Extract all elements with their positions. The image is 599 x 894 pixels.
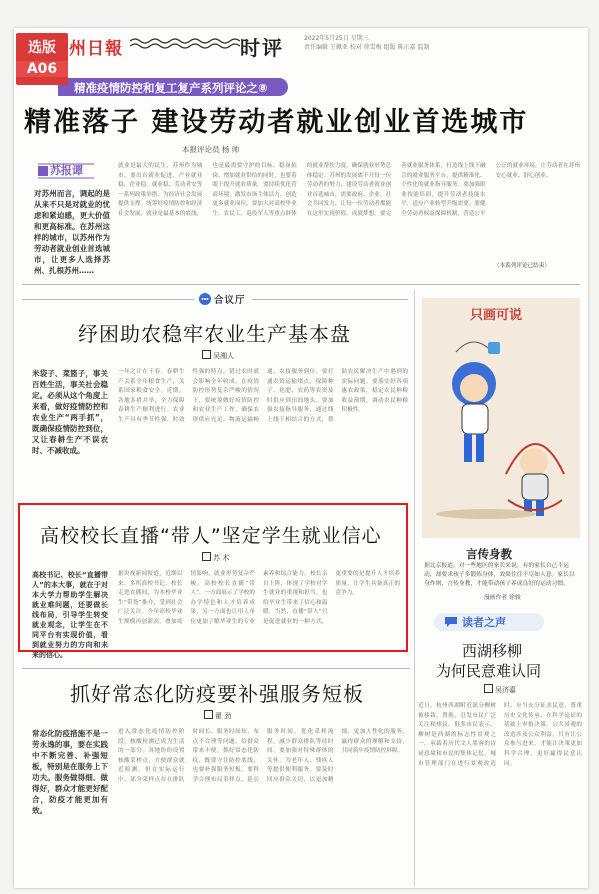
divider-top-section bbox=[22, 284, 580, 285]
cartoon-caption: 据北京报道，对一些地区的家长来说，有的家长自己不运动，却要求孩子多锻炼身体，效果往往不尽如人意。家长以身作则、言传身教，才能带动孩子养成良好的运动习惯。 bbox=[424, 563, 575, 587]
chat-bubble-icon bbox=[198, 292, 212, 306]
reader-voice-title-line1: 西湖移柳 bbox=[462, 642, 523, 660]
series-label: 精准疫情防控和复工复产系列评论之⑧ bbox=[74, 81, 268, 95]
article1-title: 纾困助农稳牢农业生产基本盘 bbox=[78, 322, 351, 346]
article2-author-name: 苏 木 bbox=[213, 554, 230, 562]
main-signoff: （本系列评论已结束） bbox=[494, 263, 550, 269]
speech-icon bbox=[444, 616, 458, 628]
divider-left bbox=[22, 299, 194, 300]
cartoon-label: 只画可说 bbox=[470, 308, 523, 323]
author-box-icon bbox=[204, 710, 213, 719]
article1-author-name: 吴湘人 bbox=[213, 352, 234, 360]
sidebar-summary: 对苏州而言，调起的是从来不只是对就业的忧虑和紧迫感，更大价值和更高标准。在苏州这样的城市，以苏州作为劳动者就业创业首选城市，让更多人选择苏州、扎根苏州…… bbox=[34, 189, 110, 275]
divider-article3 bbox=[22, 668, 410, 669]
wave-decoration bbox=[130, 37, 240, 49]
reader-voice-author bbox=[484, 684, 516, 695]
article1-author bbox=[202, 350, 234, 361]
author-box-icon bbox=[202, 350, 211, 359]
column-name: 时评 bbox=[240, 36, 284, 60]
author-box-icon bbox=[202, 552, 211, 561]
page-date: 2022年5月25日 星期三 bbox=[304, 35, 369, 42]
article2-author bbox=[202, 552, 229, 563]
column-divider bbox=[414, 290, 415, 886]
divider-right bbox=[252, 299, 408, 300]
main-body: 就业是最大的民生，苏州作为城市，要出台就业促进、产业就业稳、企业稳、就业稳、劳动者安等一系列政策举措，为经济社会发展提供支撑。统筹好疫情防控和经济社会发展，就业是最基本的底线，也是最需要守护的目标。稳岗拓岗、增加就业供给的同时，也要着眼于提升就业质量。要持续优化营商环境，激发市场主体活力，创造更多就业岗位。要加大对高校毕业生、农民工、退役军人等重点群体的就业帮扶力度，确保就业形势总体稳定。苏州的发展离不开每一位劳动者的努力，建设劳动者就业创业首选城市，需要政府、企业、社会共同发力，让每一位劳动者都能在这里实现价值、成就梦想。要完善就业服务体系，打造线上线下融合的就业服务平台，提供精准化、个性化的就业指导服务。要加强职业技能培训，提升劳动者技能水平，适应产业转型升级需要。要健全劳动者权益保障机制，营造公平公正的就业环境，让劳动者在苏州安心就业、舒心创业。 bbox=[118, 163, 580, 217]
reader-voice-label: 读者之声 bbox=[462, 616, 506, 629]
badge-page: A06 bbox=[16, 61, 68, 77]
cartoon-title: 言传身教 bbox=[466, 547, 512, 561]
article3-summary: 常态化防疫措施不是一劳永逸的事，要在实践中不断完善、补强短板，特别是在服务上下功夫。服务做得细、做得好，群众才能更好配合，防疫才能更加有效。 bbox=[32, 729, 108, 815]
heyiting-label: 合议厅 bbox=[214, 295, 246, 306]
section-badge bbox=[16, 33, 68, 85]
author-box-icon bbox=[484, 684, 493, 693]
article1-body: 一年之计在于春。春耕生产关系全年粮食生产，关系国家粮食安全。近期，各地多措并举，全力保障春耕生产顺利进行。农业生产具有季节性强、时效性强的特点，错过农时就会影响全年收成。在疫情防控形势复杂严峻的情况下，要统筹做好疫情防控和农业生产工作，确保农资供应充足、物流运输畅通、农技服务到位。要打通农资运输堵点，保障种子、化肥、农药等农资及时供应到田间地头。要加强农技指导服务，通过线上线下相结合的方式，帮助农民解决生产中遇到的实际问题。要落实好各项惠农政策，稳定农民种粮收益预期，调动农民种粮积极性。 bbox=[118, 369, 408, 423]
article1-summary: 米袋子、菜篮子，事关百姓生活，事关社会稳定。必须从这个角度上来看，做好疫情防控和农业生产“两手抓”，既确保疫情防控到位，又让春耕生产不误农时、不减收成。 bbox=[32, 369, 108, 455]
masthead-logo: 州日報 bbox=[69, 39, 123, 59]
page-editors: 责任编辑 王佩亚 校对 徐雪梅 组版 陈正嘉 监制 bbox=[304, 44, 430, 51]
page-meta bbox=[304, 34, 429, 52]
article2-title: 高校校长直播“带人”坚定学生就业信心 bbox=[40, 525, 382, 547]
article3-author-name: 翟 劲 bbox=[215, 712, 232, 720]
cartoon-illustration bbox=[426, 324, 576, 520]
article3-title: 抓好常态化防疫要补强服务短板 bbox=[70, 682, 364, 706]
article2-summary: 高校书记、校长“直播带人”的本大事，就在于对本大学力帮助学生解决就业难问题，还要做长线布局，引导学生转变就业观念，让学生在不同平台有实现价值，看到就业努力的方向和未来的信心。 bbox=[32, 571, 108, 659]
article3-author bbox=[204, 710, 231, 721]
article3-body: 进入常态化疫情防控阶段，核酸检测已成为生活的一部分。各地纷纷设置核酸采样点，方便群众就近检测。但在实际运行中，部分采样点存在排队时间长、服务时间短、布点不合理等问题，给群众带来不便。抓好常态化防疫，既要守住防控底线，也要补强服务短板。要科学合理布局采样点，延长服务时间，优化采样流程，减少群众排队等待时间。要加强对特殊群体的关怀，为老年人、残疾人等提供便利服务。要及时回应群众关切，以更加精细、更加人性化的服务，赢得群众的理解和支持，共同筑牢疫情防控屏障。 bbox=[118, 729, 408, 783]
main-headline: 精准落子 建设劳动者就业创业首选城市 bbox=[24, 107, 529, 138]
badge-label: 选版 bbox=[28, 40, 56, 56]
sidebar-tag: 苏报谭 bbox=[50, 164, 83, 177]
newspaper-page bbox=[14, 28, 588, 888]
article2-body: 据央视新闻报道，近期以来，多所高校书记、校长走进直播间，为本校毕业生“带货”推介，受到社会广泛关注。今年高校毕业生规模再创新高，叠加疫情影响，就业形势复杂严峻。高校校长直播“带人”，一方面展示了学校的办学特色和人才培养成果，另一方面也让用人单位更加了解毕业生的专业素养和综合能力。校长亲自上阵，体现了学校对学生就业的重视和担当，也给毕业生带来了信心和温暖。当然，直播“带人”只是促进就业的一种方式，更重要的是提升人才培养质量，让学生具备真正的竞争力。 bbox=[118, 571, 400, 625]
reader-voice-title-line2: 为何民意难认同 bbox=[436, 662, 542, 680]
cartoon-credit: 漫画作者 徐骏 bbox=[484, 595, 521, 601]
reader-voice-author-name: 吴济嘉 bbox=[495, 686, 516, 694]
reader-voice-body: 近日，杭州西湖附近部分柳树被移栽、置换，引发市民广泛关注和热议。很多市民表示，柳树是西湖的标志性景观之一，承载着历代文人墨客的诗词意境和市民的集体记忆。城市管理部门在进行景观改造时，应当充分征求民意，尊重历史文化传承，在科学论证的基础上审慎决策。公共景观的改造涉及公众利益，只有让公众参与进来，才能让决策更加科学合理，更好赢得民意认同。 bbox=[418, 703, 582, 767]
main-byline: 本报评论员 杨 帅 bbox=[182, 145, 240, 154]
